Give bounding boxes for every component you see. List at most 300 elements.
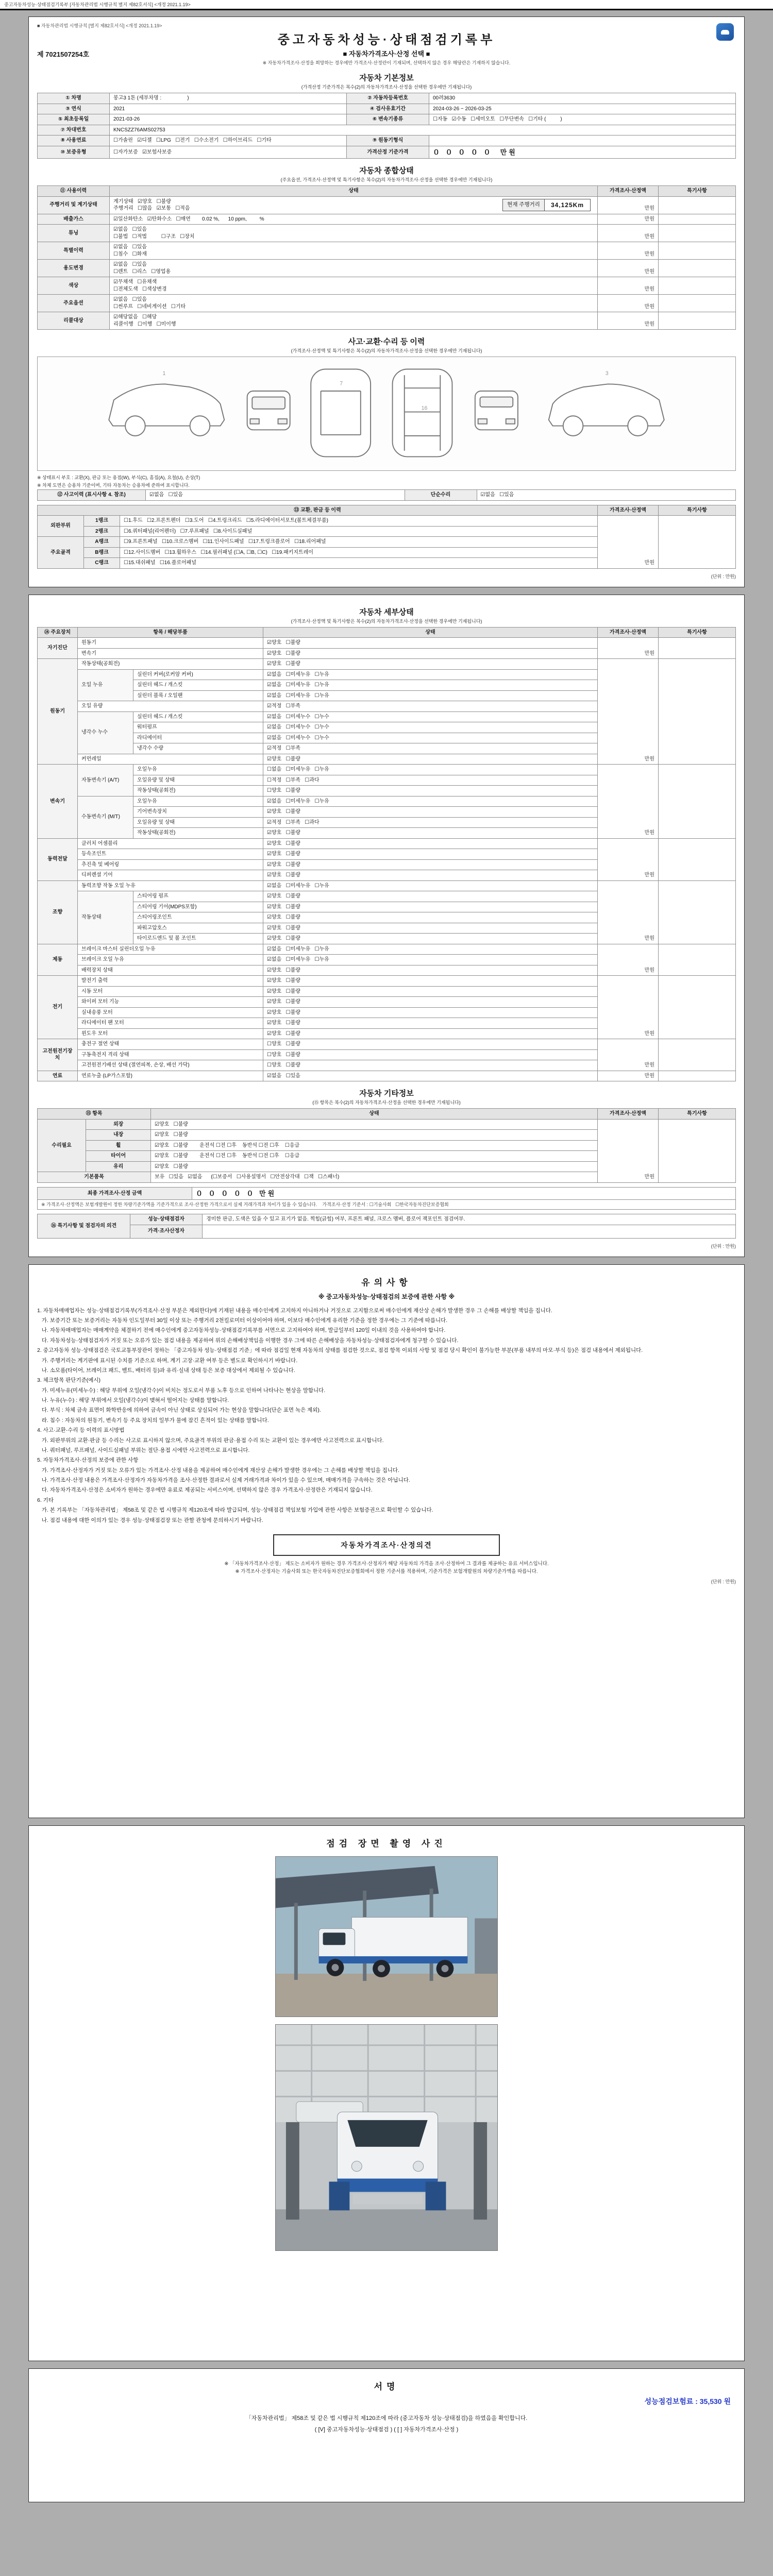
remark-cell — [659, 225, 736, 242]
remarks-table — [37, 1214, 736, 1239]
remark-cell — [659, 277, 736, 295]
rank-parts: ☐9.프론트패널 ☐10.크로스멤버 ☐11.인사이드패널 ☐17.트렁크플로어 ☐18.리어패널 — [120, 537, 598, 548]
notice-item: 라. 침수 : 자동차의 원동기, 변속기 등 주요 장치의 일부가 물에 잠긴 흔적이 있는 상태를 말합니다. — [37, 1417, 269, 1423]
overall-row — [38, 225, 736, 242]
notice-item: 나. 쿼터패널, 루프패널, 사이드실패널 부위는 절단·용접 시에만 사고전력으로 표시합니다. — [37, 1447, 250, 1453]
device-item-status: ☐양호 ☐불량 — [263, 1039, 598, 1050]
device-group-label: 변속기 — [38, 765, 78, 839]
device-item-label: 충전구 절연 상태 — [78, 1039, 263, 1050]
device-item-label: 디퍼렌셜 기어 — [78, 870, 263, 881]
basic-value: ☐가솔린 ☑디젤 ☐LPG ☐전기 ☐수소전기 ☐하이브리드 ☐기타 — [110, 135, 347, 146]
device-item-label: 구동축전지 격리 상태 — [78, 1049, 263, 1060]
remark-cell — [659, 260, 736, 277]
valuation-opinion-title: 자동차가격조사·산정의견 — [341, 1540, 432, 1549]
price-cell: 만원 — [598, 1119, 659, 1182]
signature-title: 서명 — [374, 2381, 399, 2392]
device-item-status: ☑양호 ☐불량 — [263, 1028, 598, 1039]
device-item-label: 고전원전기배선 상태 (절연피복, 손상, 배선 가닥) — [78, 1060, 263, 1071]
notice-item: 가. 가격조사·산정자가 거짓 또는 오류가 있는 가격조사·산정 내용을 제공하여 매수인에게 재산상 손해가 발생한 경우에는 그 손해를 배상할 책임을 집니다. — [37, 1467, 399, 1473]
device-item-status: ☑없음 ☐미세누유 ☐누유 — [263, 796, 598, 807]
section-note-basic: (가격산정 기준가격은 복수(2)의 자동차가격조사·산정을 선택한 경우에만 기재됩니다) — [301, 84, 472, 90]
final-price-row — [38, 1187, 736, 1200]
usage-label: 색상 — [38, 277, 110, 295]
device-item-label: 동력조향 작동 오일 누유 — [78, 880, 263, 891]
device-item-label: 배력장치 상태 — [78, 965, 263, 976]
device-group-label: 연료 — [38, 1071, 78, 1081]
remarks-label: 성능·상태점검자 — [130, 1214, 203, 1225]
etc-item-status: ☑양호 ☐불량 — [151, 1119, 598, 1130]
remark-cell — [659, 659, 736, 765]
device-item-status: ☐양호 ☐불량 — [263, 1060, 598, 1071]
notice-item: 가. 미세누유(미세누수) : 해당 부위에 오일(냉각수)이 비치는 정도로서 부품 노후 등으로 인하여 나타나는 현상을 말합니다. — [37, 1387, 326, 1394]
etc-basics-label: 기본품목 — [38, 1172, 151, 1183]
device-item-status: ☑적정 ☐부족 — [263, 701, 598, 712]
detail-row — [38, 976, 736, 987]
notice-list — [37, 1306, 736, 1525]
photo2-graphic — [276, 2025, 497, 2250]
odometer-label: 현재 주행거리 — [503, 199, 545, 211]
inspection-premium: 성능점검보험료 : 35,530 원 — [644, 2397, 731, 2405]
device-item-status: ☐없음 ☐미세누유 ☐누유 — [263, 765, 598, 775]
svg-text:3: 3 — [605, 370, 609, 377]
signature-statement: 「자동차관리법」 제58조 및 같은 법 시행규칙 제120조에 따라 (중고자동차 성능·상태점검)을 하였음을 확인합니다. — [245, 2415, 528, 2421]
notice-item: 가. 주행거리는 계기판에 표시된 수치를 기준으로 하며, 계기 고장·교환 여부 등은 별도로 확인하시기 바랍니다. — [37, 1357, 298, 1364]
panel-detail — [28, 595, 745, 1257]
col-remark: 특기사항 — [659, 186, 736, 197]
col-remark: 특기사항 — [659, 627, 736, 638]
device-item-status: ☑양호 ☐불량 — [263, 807, 598, 818]
detail-tbody — [38, 638, 736, 1081]
section-title-overall: 자동차 종합상태 — [359, 166, 414, 176]
device-group-label: 제동 — [38, 944, 78, 976]
device-subgroup-label: 수동변속기 (M/T) — [78, 796, 133, 838]
remark-cell — [659, 312, 736, 330]
detail-row — [38, 765, 736, 775]
device-item-label: 시동 모터 — [78, 986, 263, 997]
remarks-row — [38, 1214, 736, 1225]
remark-cell — [659, 838, 736, 880]
org-logo-icon — [716, 23, 734, 41]
usage-label: 용도변경 — [38, 260, 110, 277]
usage-status — [110, 242, 598, 260]
device-item-label: 파워고압호스 — [133, 923, 263, 934]
base-price-value: ０ ０ ０ ０ ０ 만원 — [429, 146, 736, 159]
col-etc-item: ⑮ 항목 — [38, 1109, 151, 1120]
device-item-label: 타이로드엔드 및 볼 조인트 — [133, 934, 263, 944]
usage-status — [110, 196, 598, 214]
notice-item: 2. 중고자동차 성능·상태점검은 국토교통부장관이 정하는 「중고자동차 성능·상태점검 기준」에 따라 점검일 현재 자동차의 상태를 점검한 것으로, 점검 항목 이외의 사항 및 점검 당시 확인이 불가능한 부분(부품 내부의 마모·부식 등)은 점검 내용에서 제외됩니다. — [37, 1347, 643, 1354]
panel-photos — [28, 1825, 745, 2361]
basic-label: ③ 연식 — [38, 104, 110, 114]
status-line: ☑없음 ☐있음 — [113, 227, 147, 233]
form-ref-inner: ■ 자동차관리법 시행규칙 [별지 제82호서식] <개정 2021.1.19> — [37, 23, 162, 28]
device-item-label: 스티어링조인트 — [133, 912, 263, 923]
status-line: ☐렌트 ☐리스 ☐영업용 — [113, 268, 171, 275]
accident-history-label: ⑫ 사고이력 (표시사항 4. 참조) — [38, 490, 146, 501]
price-cell: 만원 — [598, 638, 659, 659]
panel-main — [28, 16, 745, 587]
remark-cell — [659, 944, 736, 976]
rank-parts: ☐15.대쉬패널 ☐16.플로어패널 — [120, 558, 598, 569]
basic-label: ① 차명 — [38, 93, 110, 104]
device-item-status: ☐양호 ☐불량 — [263, 1049, 598, 1060]
detail-row — [38, 659, 736, 670]
car-diagram-svg — [98, 360, 675, 465]
device-group-label: 고전원전기장치 — [38, 1039, 78, 1071]
car-diagram — [37, 357, 736, 471]
doc-subtitle: ■ 자동차가격조사·산정 선택 ■ — [343, 50, 430, 58]
detail-row — [38, 838, 736, 849]
valuation-opinion-lines — [37, 1560, 736, 1575]
basic-row — [38, 93, 736, 104]
device-subgroup-label: 자동변속기 (A/T) — [78, 765, 133, 796]
etc-item-label: 타이어 — [86, 1151, 151, 1162]
usage-label: 주요옵션 — [38, 295, 110, 312]
device-item-status: ☑양호 ☐불량 — [263, 912, 598, 923]
status-line: 주행거리 ☐많음 ☑보통 ☐적음 — [113, 206, 190, 212]
device-item-label: 브레이크 오일 누유 — [78, 955, 263, 965]
etc-table — [37, 1108, 736, 1183]
notice-item: 6. 기타 — [37, 1497, 54, 1503]
device-item-status: ☑양호 ☐불량 — [263, 648, 598, 659]
col-etc-state: 상태 — [151, 1109, 598, 1120]
etc-row — [38, 1119, 736, 1130]
device-group-label: 조향 — [38, 880, 78, 944]
section-note-detail: (가격조사·산정액 및 특기사항은 복수(2)의 자동차가격조사·산정을 선택한 경우에만 기재됩니다) — [291, 618, 482, 624]
device-item-status: ☑양호 ☐불량 — [263, 1007, 598, 1018]
basic-label: ⑨ 원동기형식 — [347, 135, 429, 146]
status-line: ☑없음 ☐있음 — [113, 297, 147, 303]
device-item-label: 오일누유 — [133, 796, 263, 807]
detail-row — [38, 1039, 736, 1050]
etc-item-label: 내장 — [86, 1130, 151, 1141]
doc-subnote: ※ 자동차가격조사·산정을 희망하는 경우에만 가격조사·산정란이 기재되며, 선택하지 않은 경우 해당란은 기재하지 않습니다. — [262, 60, 511, 65]
basic-value: 2024-03-26 ~ 2026-03-25 — [429, 104, 736, 114]
overall-row — [38, 312, 736, 330]
col-usage: ⑪ 사용이력 — [38, 186, 110, 197]
panel-signature — [28, 2368, 745, 2502]
price-cell: 만원 — [598, 196, 659, 214]
price-cell: 만원 — [598, 1071, 659, 1081]
device-item-label: 실린더 블록 / 오일팬 — [133, 690, 263, 701]
basic-label: ⑩ 보증유형 — [38, 146, 110, 159]
device-item-status: ☑양호 ☐불량 — [263, 923, 598, 934]
page-body — [0, 10, 773, 2525]
status-line: ☐썬루프 ☐네비게이션 ☐기타 — [113, 303, 186, 310]
basic-label: ⑧ 사용연료 — [38, 135, 110, 146]
remark-cell — [659, 242, 736, 260]
usage-status — [110, 312, 598, 330]
notice-title: 유의사항 — [361, 1277, 412, 1287]
photo1-graphic — [276, 1857, 497, 2017]
basic-label: ⑤ 최초등록일 — [38, 114, 110, 125]
rank-parts: ☐12.사이드멤버 ☐13.휠하우스 ☐14.필러패널 (☐A, ☐B, ☐C) ☐19.패키지트레이 — [120, 547, 598, 558]
device-item-label: 워터펌프 — [133, 722, 263, 733]
col-item: 항목 / 해당부품 — [78, 627, 263, 638]
status-line: ☑없음 ☐있음 — [113, 262, 147, 268]
device-item-label: 실린더 커버(로커암 커버) — [133, 669, 263, 680]
detail-row — [38, 638, 736, 649]
status-line: ☐불법 ☐적법 ☐구조 ☐장치 — [113, 233, 195, 240]
etc-item-status: ☑양호 ☐불량 운전석 ☐전 ☐후 동반석 ☐전 ☐후 ☐응급 — [151, 1151, 598, 1162]
section-note-overall: (주요옵션, 가격조사·산정액 및 특기사항은 복수(2)의 자동차가격조사·산정을 선택한 경우에만 기재됩니다) — [280, 177, 493, 183]
remark-cell — [659, 765, 736, 839]
device-group-label: 전기 — [38, 976, 78, 1039]
device-item-label: 커먼레일 — [78, 754, 263, 765]
final-price-table — [37, 1187, 736, 1210]
remarks-row — [38, 1225, 736, 1238]
device-item-label: 냉각수 수량 — [133, 743, 263, 754]
notice-item: 가. 외판부위의 교환·판금 등 수리는 사고로 표시하지 않으며, 주요골격 부위의 판금·용접 수리 또는 교환이 있는 경우에만 사고전력으로 표시합니다. — [37, 1437, 384, 1444]
remarks-text — [203, 1225, 736, 1238]
section-title-accident: 사고·교환·수리 등 이력 — [348, 337, 425, 347]
rank-parts: ☐6.쿼터패널(리어펜더) ☐7.루프패널 ☐8.사이드실패널 — [120, 526, 598, 537]
form-ref-top: 중고자동차성능·상태점검기록부 [자동차관리법 시행규칙 별지 제82호서식] <개정 2021.1.19> — [0, 0, 773, 10]
device-item-status: ☑양호 ☐불량 — [263, 965, 598, 976]
device-item-status: ☑양호 ☐불량 — [263, 976, 598, 987]
device-item-label: 실린더 헤드 / 개스킷 — [133, 680, 263, 691]
notice-item: 다. 부식 : 차체 금속 표면이 화학반응에 의하여 금속이 아닌 상태로 상실되어 가는 현상을 말합니다(단순 표면 녹은 제외). — [37, 1407, 321, 1414]
device-group-label: 자기진단 — [38, 638, 78, 659]
price-cell: 만원 — [598, 944, 659, 976]
device-item-label: 라디에이터 — [133, 733, 263, 743]
device-item-status: ☑양호 ☐불량 — [263, 828, 598, 839]
device-item-label: 발전기 출력 — [78, 976, 263, 987]
device-item-status: ☑없음 ☐미세누유 ☐누유 — [263, 955, 598, 965]
device-item-label: 작동상태(공회전) — [133, 828, 263, 839]
usage-label: 튜닝 — [38, 225, 110, 242]
exchange-row — [38, 516, 736, 527]
remark-cell — [659, 1119, 736, 1182]
basic-label: 가격산정 기준가격 — [347, 146, 429, 159]
device-item-status: ☐적정 ☐부족 ☐과다 — [263, 775, 598, 786]
remark-cell — [659, 1039, 736, 1071]
price-cell: 만원 — [598, 277, 659, 295]
device-item-status: ☑없음 ☐미세누유 ☐누유 — [263, 690, 598, 701]
status-line: ☐전체도색 ☐색상변경 — [113, 286, 167, 292]
device-subgroup-label: 작동상태 — [78, 891, 133, 944]
doc-number: 제 7021507254호 — [37, 50, 90, 58]
basic-info-table — [37, 93, 736, 159]
usage-status — [110, 214, 598, 225]
detail-header-row — [38, 627, 736, 638]
price-cell: 만원 — [598, 976, 659, 1039]
notice-item: 5. 자동차가격조사·산정의 보증에 관한 사항 — [37, 1457, 139, 1464]
device-item-status: ☑양호 ☐불량 — [263, 838, 598, 849]
device-item-label: 라디에이터 팬 모터 — [78, 1018, 263, 1029]
price-cell: 만원 — [598, 659, 659, 765]
section-title-etc: 자동차 기타정보 — [359, 1089, 414, 1098]
price-cell: 만원 — [598, 295, 659, 312]
device-item-label: 오일누유 — [133, 765, 263, 775]
device-item-status: ☑양호 ☐불량 — [263, 754, 598, 765]
notice-subtitle: ※ 중고자동차성능·상태점검의 보증에 관한 사항 ※ — [318, 1293, 455, 1300]
remarks-label: 가격·조사산정자 — [130, 1225, 203, 1238]
price-cell: 만원 — [598, 242, 659, 260]
exchange-table — [37, 505, 736, 569]
price-cell: 만원 — [598, 838, 659, 880]
etc-item-label: 휠 — [86, 1140, 151, 1151]
inspection-photo-1 — [275, 1856, 498, 2018]
price-cell: 만원 — [598, 312, 659, 330]
remark-cell — [659, 1071, 736, 1081]
notice-item: 나. 누유(누수) : 해당 부위에서 오일(냉각수)이 맺혀서 떨어지는 상태를 말합니다. — [37, 1397, 229, 1404]
status-line: ☑무채색 ☐유채색 — [113, 279, 157, 285]
device-item-label: 기어변속장치 — [133, 807, 263, 818]
exchange-price-header: 가격조사·산정액 — [598, 505, 659, 516]
signature-selection: ( [V] 중고자동차성능·상태점검 ) ( [ ] 자동차가격조사·산정 ) — [314, 2426, 459, 2433]
detail-row — [38, 944, 736, 955]
basic-row — [38, 135, 736, 146]
final-price-value: ０ ０ ０ ０ ０ 만원 — [192, 1187, 736, 1200]
overall-row — [38, 295, 736, 312]
section-note-etc: (⑮ 항목은 복수(2)의 자동차가격조사·산정을 선택한 경우에만 기재됩니다) — [312, 1100, 461, 1106]
device-item-status: ☑양호 ☐불량 — [263, 870, 598, 881]
price-cell: 만원 — [598, 225, 659, 242]
device-subgroup-label: 오일 누유 — [78, 669, 133, 701]
price-cell: 만원 — [598, 880, 659, 944]
rank-label: C랭크 — [84, 558, 120, 569]
status-line: ☑일산화탄소 ☑탄화수소 ☐매연 0.02 %, 10 ppm, % — [113, 216, 264, 222]
accident-history-status: ☑없음 ☐있음 — [146, 490, 405, 501]
device-subgroup-label: 냉각수 누수 — [78, 711, 133, 754]
col-status: 상태 — [110, 186, 598, 197]
device-item-label: 윈도우 모터 — [78, 1028, 263, 1039]
usage-label: 특별이력 — [38, 242, 110, 260]
basic-value — [429, 135, 736, 146]
odometer-value: 34,125Km — [550, 201, 584, 209]
valuation-opinion-box — [273, 1534, 500, 1556]
col-state: 상태 — [263, 627, 598, 638]
odometer-box — [502, 199, 591, 211]
detail-table — [37, 627, 736, 1082]
overall-row — [38, 260, 736, 277]
basic-value: 봉고3 1톤 (세부차명 : ) — [110, 93, 347, 104]
basic-value: ☐자가보증 ☑보험사보증 — [110, 146, 347, 159]
panel-notice — [28, 1264, 745, 1818]
basic-row — [38, 146, 736, 159]
status-line: 계기상태 ☑양호 ☐불량 — [113, 198, 171, 205]
device-item-label: 스티어링 기어(MDPS포함) — [133, 902, 263, 912]
device-group-label: 원동기 — [38, 659, 78, 765]
doc-title: 중고자동차성능·상태점검기록부 — [277, 33, 496, 47]
notice-item: 3. 체크항목 판단기준(예시) — [37, 1377, 101, 1384]
status-line: ☐침수 ☐화재 — [113, 251, 147, 257]
device-item-status: ☑양호 ☐불량 — [263, 891, 598, 902]
basic-value: 2021 — [110, 104, 347, 114]
opinion-line: ※ 가격조사·산정자는 기술사회 또는 한국자동차진단보증협회에서 정한 기준서를 적용하며, 기준가격은 보험개발원의 차량기준가액을 따릅니다. — [235, 1569, 538, 1575]
notice-item: 4. 사고·교환·수리 등 이력의 표시방법 — [37, 1427, 125, 1434]
notice-item: 가. 본 기록부는 「자동차관리법」 제58조 및 같은 법 시행규칙 제120조에 따라 발급되며, 성능·상태점검 책임보험 가입에 관한 사항은 보험증권으로 확인할 수 있습니다. — [37, 1507, 433, 1514]
basic-label: ④ 검사유효기간 — [347, 104, 429, 114]
etc-item-status: ☑양호 ☐불량 — [151, 1161, 598, 1172]
device-item-label: 실내송풍 모터 — [78, 1007, 263, 1018]
panel-group-label: 외판부위 — [38, 516, 84, 537]
unit-note: (단위 : 만원) — [711, 573, 736, 579]
device-item-label: 변속기 — [78, 648, 263, 659]
usage-status — [110, 260, 598, 277]
device-item-status: ☑적정 ☐부족 — [263, 743, 598, 754]
exchange-remark-header: 특기사항 — [659, 505, 736, 516]
accident-history-row — [38, 490, 736, 501]
overall-table — [37, 185, 736, 330]
section-title-basic: 자동차 기본정보 — [359, 74, 414, 82]
usage-status — [110, 295, 598, 312]
final-price-note: ※ 가격조사·산정액은 보험개발원이 정한 차량기준가액을 기준가격으로 조사·산정한 가격으로서 실제 거래가격과 차이가 있을 수 있습니다. 가격조사·산정 기준서 : ☐기술사회 ☐한국자동차진단보증협회 — [38, 1200, 736, 1210]
unit-note: (단위 : 만원) — [711, 1243, 736, 1249]
exchange-title: ⑬ 교환, 판금 등 이력 — [38, 505, 598, 516]
state-code-legend: ※ 상태표시 부호 : 교환(X), 판금 또는 용접(W), 부식(C), 흠집(A), 요철(U), 손상(T) — [37, 475, 200, 481]
remark-cell — [659, 880, 736, 944]
detail-row — [38, 1071, 736, 1081]
etc-tbody — [38, 1119, 736, 1182]
section-note-accident: (가격조사·산정액 및 특기사항은 복수(2)의 자동차가격조사·산정을 선택한 경우에만 기재됩니다) — [291, 348, 482, 354]
device-item-label: 스티어링 펌프 — [133, 891, 263, 902]
simple-repair-label: 단순수리 — [405, 490, 477, 501]
etc-group-label: 수리필요 — [38, 1119, 86, 1172]
col-etc-remark: 특기사항 — [659, 1109, 736, 1120]
device-item-label: 작동상태(공회전) — [133, 786, 263, 796]
usage-label: 배출가스 — [38, 214, 110, 225]
device-item-status: ☑없음 ☐미세누유 ☐누유 — [263, 669, 598, 680]
svg-text:16: 16 — [421, 405, 428, 412]
etc-basics-status: 보유 ☐있음 ☑없음 (☐보증서 ☐사용설명서 ☐안전삼각대 ☐잭 ☐스패너) — [151, 1172, 598, 1183]
device-item-label: 클러치 어셈블리 — [78, 838, 263, 849]
price-cell: 만원 — [598, 214, 659, 225]
notice-item: 다. 자동차가격조사·산정은 소비자가 원하는 경우에만 유료로 제공되는 서비스이며, 선택하지 않은 경우 가격조사·산정란은 기재되지 않습니다. — [37, 1487, 373, 1494]
exchange-header-row — [38, 505, 736, 516]
price-cell: 만원 — [598, 1039, 659, 1071]
notice-item: 1. 자동차매매업자는 성능·상태점검기록부(가격조사·산정 부분은 제외한다)에 기재된 내용을 매수인에게 고지하지 아니하거나 거짓으로 고지함으로써 매수인에게 재산상 손해가 발생한 경우 그 손해를 배상할 책임을 집니다. — [37, 1307, 552, 1314]
status-line: ☑없음 ☐있음 — [113, 244, 147, 250]
overall-tbody — [38, 196, 736, 330]
usage-label: 주행거리 및 계기상태 — [38, 196, 110, 214]
etc-item-status: ☑양호 ☐불량 운전석 ☐전 ☐후 동반석 ☐전 ☐후 ☐응급 — [151, 1140, 598, 1151]
simple-repair-status: ☑없음 ☐있음 — [477, 490, 736, 501]
final-price-label: 최종 가격조사·산정 금액 — [38, 1187, 192, 1200]
price-cell: 만원 — [598, 260, 659, 277]
device-item-label: 오일유량 및 상태 — [133, 775, 263, 786]
notice-item: 나. 가격조사·산정 내용은 가격조사·산정자가 자동차가격을 조사·산정한 결과로서 실제 거래가격과 차이가 있을 수 있으며, 매매가격을 구속하는 것은 아닙니다. — [37, 1477, 410, 1484]
price-cell: 만원 — [598, 765, 659, 839]
device-item-label: 오일 유량 — [78, 701, 263, 712]
logo-car-glyph — [721, 30, 729, 35]
device-item-status: ☐양호 ☐불량 — [263, 786, 598, 796]
device-item-status: ☑양호 ☐불량 — [263, 849, 598, 860]
document-header — [37, 22, 736, 66]
device-item-label: 실린더 헤드 / 개스킷 — [133, 711, 263, 722]
price-cell: 만원 — [598, 516, 659, 569]
overall-row — [38, 214, 736, 225]
basic-value: KNCSZZ76AMS02753 — [110, 125, 736, 135]
device-item-status: ☑없음 ☐미세누수 ☐누수 — [263, 722, 598, 733]
device-item-status: ☑양호 ☐불량 — [263, 1018, 598, 1029]
exchange-tbody — [38, 516, 736, 569]
rank-parts: ☐1.후드 ☐2.프론트펜더 ☐3.도어 ☐4.트렁크리드 ☐5.라디에이터서포트(볼트체결부품) — [120, 516, 598, 527]
remarks-text: 경미한 판금, 도색은 있을 수 있고 표기가 없음. 찍힘(긁힘) 여부, 프론트 패널, 크로스 멤버, 플로어 잭포인트 점검여부. — [203, 1214, 736, 1225]
device-item-status: ☑없음 ☐있음 — [263, 1071, 598, 1081]
status-line: ☑해당없음 ☐해당 — [113, 314, 157, 320]
device-item-status: ☑양호 ☐불량 — [263, 638, 598, 649]
basic-value: 00려3630 — [429, 93, 736, 104]
remark-cell — [659, 976, 736, 1039]
basic-row — [38, 125, 736, 135]
device-item-label: 와이퍼 모터 기능 — [78, 997, 263, 1008]
usage-status — [110, 277, 598, 295]
remarks-title: ⑯ 특기사항 및 점검자의 의견 — [38, 1214, 130, 1239]
device-item-status: ☑양호 ☐불량 — [263, 934, 598, 944]
basic-value: 2021-03-26 — [110, 114, 347, 125]
